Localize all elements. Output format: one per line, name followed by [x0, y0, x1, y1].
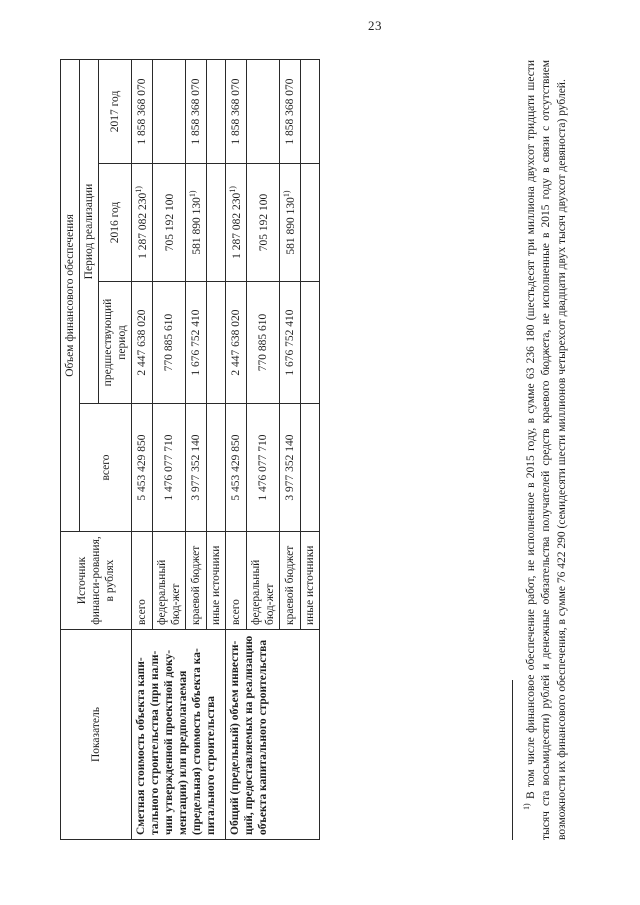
header-indicator: Показатель: [61, 630, 132, 840]
total-cell: 5 453 429 850: [225, 404, 246, 532]
source-cell: федеральный бюд-жет: [152, 532, 185, 630]
value: 581 890 130: [190, 197, 203, 255]
total-cell: 1 476 077 710: [246, 404, 279, 532]
year-2017-cell: 1 858 368 070: [225, 59, 246, 163]
financing-table: [60, 59, 320, 840]
value: 1 287 082 230: [136, 192, 149, 259]
year-2016-cell: [206, 164, 225, 282]
year-2016-cell: [279, 164, 300, 282]
year-2017-cell: [152, 59, 185, 163]
page-number: 23: [368, 18, 382, 33]
prior-period-cell: 770 885 610: [152, 282, 185, 404]
header-year-2016: 2016 год: [99, 164, 132, 282]
prior-period-cell: [300, 282, 319, 404]
source-cell: краевой бюджет: [279, 532, 300, 630]
total-cell: [206, 404, 225, 532]
footnote-text: В том числе финансовое обеспечение работ, не исполненное в 2015 году, в сумме 63 236 180 (шестьдесят три миллиона двухсот тридцати шести тысяч ста восьмидесяти) рублей и денежные обязательства получателей средств краевого бюджета, не исполненные в 2015 году в связи с отсутствием возможности их финансового обеспечения, в сумме 76 422 290 (семидесяти шести миллионов четырехсот двадцати двух тысяч двухсот девяноста) рублей.: [524, 60, 568, 840]
footnote-ref: 1): [187, 190, 197, 198]
year-2016-cell: [225, 164, 246, 282]
header-implementation-period: Период реализации: [80, 59, 99, 403]
footnote-ref: 1): [281, 190, 291, 198]
value: 705 192 100: [163, 193, 176, 252]
year-2017-cell: [300, 59, 319, 163]
year-2017-cell: 1 858 368 070: [279, 59, 300, 163]
source-cell: всего: [132, 532, 153, 630]
source-cell: иные источники: [206, 532, 225, 630]
value: 581 890 130: [284, 197, 297, 255]
prior-period-cell: 2 447 638 020: [225, 282, 246, 404]
total-cell: [300, 404, 319, 532]
year-2017-cell: [246, 59, 279, 163]
header-source: Источник финанси-рования, в рублях: [61, 532, 132, 630]
prior-period-cell: 1 676 752 410: [279, 282, 300, 404]
footnote-ref: 1): [134, 186, 144, 193]
table-row: [132, 59, 153, 839]
year-2016-cell: [152, 164, 185, 282]
footnote-ref: 1): [227, 186, 237, 193]
prior-period-cell: 1 676 752 410: [185, 282, 206, 404]
header-financing-volume: Объем финансового обеспечения: [61, 59, 80, 531]
prior-period-cell: [206, 282, 225, 404]
indicator-cell: Общий (предельный) объем инвести-ций, предоставляемых на реализацию объекта капитального строительства: [225, 630, 319, 840]
year-2017-cell: 1 858 368 070: [185, 59, 206, 163]
indicator-cell: Сметная стоимость объекта капи-тального строительства (при нали-чии утвержденной проектной доку-ментации) или предполагаемая (предельная) стоимость объекта ка-питального строительства: [132, 630, 226, 840]
year-2016-cell: [246, 164, 279, 282]
header-total: всего: [80, 404, 132, 532]
source-cell: всего: [225, 532, 246, 630]
year-2017-cell: [206, 59, 225, 163]
prior-period-cell: 2 447 638 020: [132, 282, 153, 404]
total-cell: 3 977 352 140: [185, 404, 206, 532]
total-cell: 5 453 429 850: [132, 404, 153, 532]
footnote-separator: [512, 680, 513, 840]
source-cell: федеральный бюд-жет: [246, 532, 279, 630]
total-cell: 1 476 077 710: [152, 404, 185, 532]
year-2016-cell: [185, 164, 206, 282]
footnote-marker: 1): [522, 803, 531, 810]
prior-period-cell: 770 885 610: [246, 282, 279, 404]
year-2016-cell: [132, 164, 153, 282]
source-cell: иные источники: [300, 532, 319, 630]
source-cell: краевой бюджет: [185, 532, 206, 630]
year-2016-cell: [300, 164, 319, 282]
rotated-landscape-content: [60, 60, 620, 840]
year-2017-cell: 1 858 368 070: [132, 59, 153, 163]
value: 1 287 082 230: [230, 192, 243, 259]
header-year-2017: 2017 год: [99, 59, 132, 163]
value: 705 192 100: [257, 193, 270, 252]
total-cell: 3 977 352 140: [279, 404, 300, 532]
header-prior-period: предшествующий период: [99, 282, 132, 404]
footnote: [522, 60, 570, 840]
table-row: [225, 59, 246, 839]
